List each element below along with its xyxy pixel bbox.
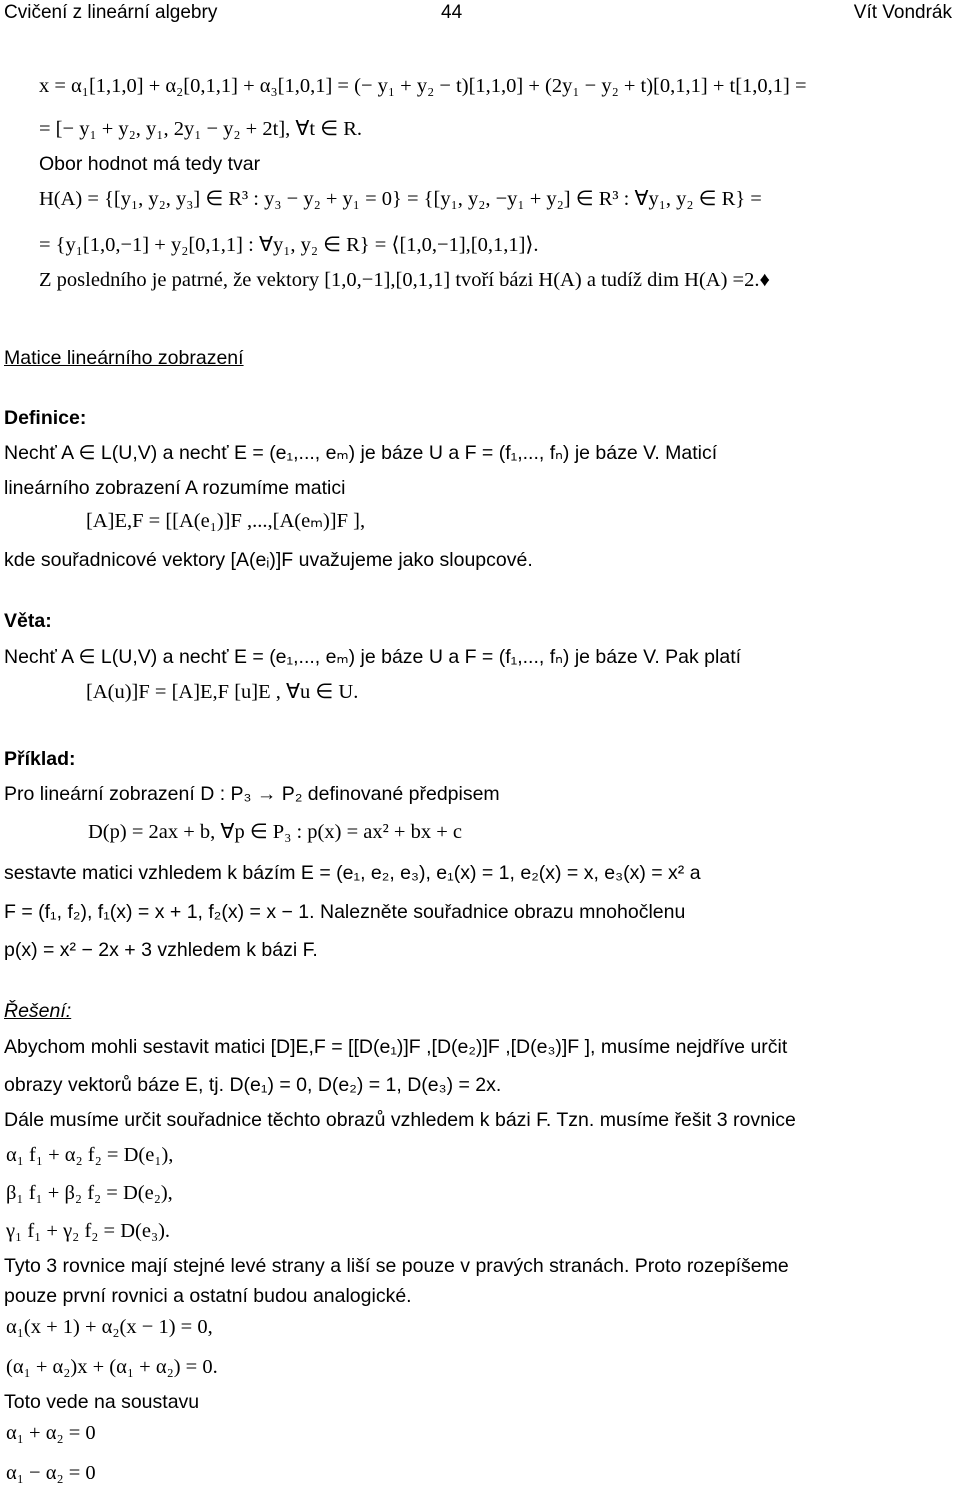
definition-label: Definice: [4,407,87,429]
definition-line-1: Nechť A ∈ L(U,V) a nechť E = (e₁,..., eₘ) je báze U a F = (f₁,..., fₙ) je báze V. Maticí [4,442,718,464]
equation-range-set: H(A) = {[y₁, y₂, y₃] ∈ R³ : y₃ − y₂ + y₁ = 0} = {[y₁, y₂, −y₁ + y₂] ∈ R³ : ∀y₁, y₂ ∈ R} = [39,188,762,210]
definition-line-2: lineárního zobrazení A rozumíme matici [4,477,346,499]
solution-equation-gamma: γ₁ f₁ + γ₂ f₂ = D(e₃). [6,1220,171,1242]
example-label: Příklad: [4,748,76,770]
example-definition-formula: D(p) = 2ax + b, ∀p ∈ P₃ : p(x) = ax² + bx + c [88,821,462,843]
example-line-1: Pro lineární zobrazení D : P₃ → P₂ definované předpisem [4,783,500,805]
section-title: Matice lineárního zobrazení [4,347,244,369]
page-header [0,0,960,30]
solution-line-1: Abychom mohli sestavit matici [D]E,F = [[D(e₁)]F ,[D(e₂)]F ,[D(e₃)]F ], musíme nejdříve určit [4,1036,788,1058]
solution-equation-collected: (α₁ + α₂)x + (α₁ + α₂) = 0. [6,1356,218,1378]
solution-line-8: pouze první rovnici a ostatní budou analogické. [4,1285,412,1307]
equation-x-decomposition: x = α₁[1,1,0] + α₂[0,1,1] + α₃[1,0,1] = (− y₁ + y₂ − t)[1,1,0] + (2y₁ − y₂ + t)[0,1,1] + t[1,0,1] = [39,75,807,97]
example-line-4: F = (f₁, f₂), f₁(x) = x + 1, f₂(x) = x − 1. Nalezněte souřadnice obrazu mnohočlenu [4,901,686,923]
equation-x-result: = [− y₁ + y₂, y₁, 2y₁ − y₂ + 2t], ∀t ∈ R. [39,118,363,140]
solution-line-7: Tyto 3 rovnice mají stejné levé strany a liší se pouze v pravých stranách. Proto rozepíšeme [4,1255,789,1277]
text-obor-hodnot: Obor hodnot má tedy tvar [39,153,261,175]
header-page-number: 44 [441,2,463,23]
solution-line-3: Dále musíme určit souřadnice těchto obrazů vzhledem k bázi F. Tzn. musíme řešit 3 rovnice [4,1109,796,1131]
solution-equation-expanded: α₁(x + 1) + α₂(x − 1) = 0, [6,1316,213,1338]
system-equation-1: α₁ + α₂ = 0 [6,1422,96,1444]
solution-equation-beta: β₁ f₁ + β₂ f₂ = D(e₂), [6,1182,173,1204]
solution-label: Řešení: [4,1000,72,1022]
solution-line-2: obrazy vektorů báze E, tj. D(e₁) = 0, D(e₂) = 1, D(e₃) = 2x. [4,1074,502,1096]
theorem-formula: [A(u)]F = [A]E,F [u]E , ∀u ∈ U. [86,681,359,703]
theorem-label: Věta: [4,610,52,632]
solution-equation-alpha: α₁ f₁ + α₂ f₂ = D(e₁), [6,1144,174,1166]
example-line-3: sestavte matici vzhledem k bázím E = (e₁, e₂, e₃), e₁(x) = 1, e₂(x) = x, e₃(x) = x² a [4,862,701,884]
solution-line-11: Toto vede na soustavu [4,1391,200,1413]
system-equation-2: α₁ − α₂ = 0 [6,1462,96,1484]
theorem-line-1: Nechť A ∈ L(U,V) a nechť E = (e₁,..., eₘ) je báze U a F = (f₁,..., fₙ) je báze V. Pak platí [4,646,742,668]
definition-matrix-formula: [A]E,F = [[A(e₁)]F ,...,[A(eₘ)]F ], [86,510,366,532]
header-course-title: Cvičení z lineární algebry [4,2,218,23]
equation-range-span: = {y₁[1,0,−1] + y₂[0,1,1] : ∀y₁, y₂ ∈ R} = ⟨[1,0,−1],[0,1,1]⟩. [39,234,539,256]
header-author: Vít Vondrák [853,2,952,23]
example-line-5: p(x) = x² − 2x + 3 vzhledem k bázi F. [4,939,318,961]
text-conclusion: Z posledního je patrné, že vektory [1,0,−1],[0,1,1] tvoří bázi H(A) a tudíž dim H(A) =2.♦ [39,269,770,291]
definition-line-4: kde souřadnicové vektory [A(eᵢ)]F uvažujeme jako sloupcové. [4,549,533,571]
